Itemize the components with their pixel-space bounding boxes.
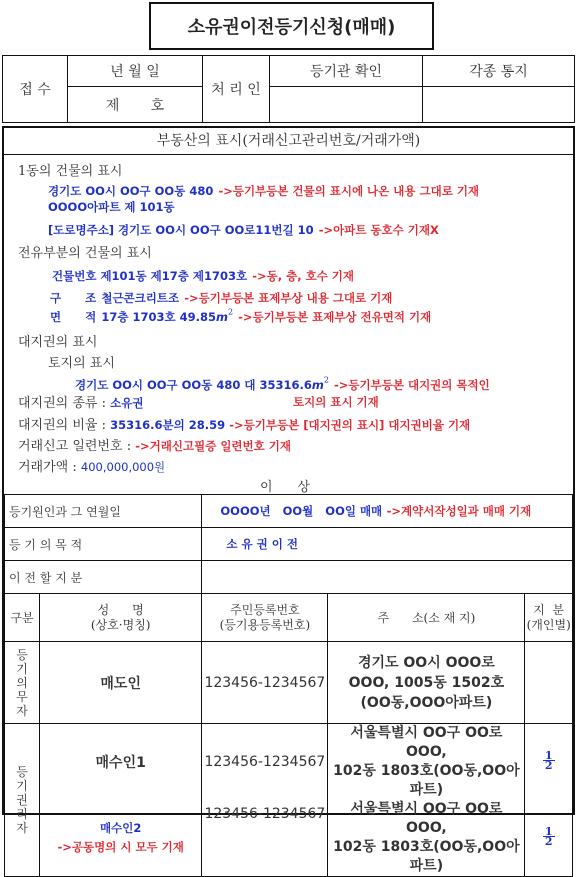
obligee-1-address-1: 서울특별시 OO구 OO로 OOO, xyxy=(350,725,503,760)
share-header-sub: (개인별) xyxy=(526,617,571,632)
area-value: 17층 1703호 49.85 xyxy=(101,310,216,324)
obligor-share[interactable] xyxy=(525,642,573,724)
end-mark: 이 상 xyxy=(260,480,310,495)
name-header xyxy=(40,594,202,642)
area-label: 면 적 xyxy=(50,310,97,324)
unit-title: 전유부분의 건물의 표시 xyxy=(18,246,152,261)
share-numerator: 1 xyxy=(544,825,553,838)
form-title: 소유권이전등기신청(매매) xyxy=(149,2,434,50)
building-address: 경기도 OO시 OO구 OO동 480 xyxy=(48,184,214,198)
land-ratio-line xyxy=(18,414,470,433)
road-address-note: ->아파트 동호수 기재X xyxy=(318,223,439,237)
land-ratio-note: ->등기부등본 [대지권의 표시] 대지권비율 기재 xyxy=(229,418,471,432)
land-note: ->등기부등본 대지권의 목적인 xyxy=(334,378,490,392)
area-note: ->등기부등본 표제부상 전유면적 기재 xyxy=(238,310,432,324)
share-denominator: 2 xyxy=(544,759,553,772)
share-numerator: 1 xyxy=(544,749,553,762)
registration-table xyxy=(4,494,573,877)
obligee-2-address xyxy=(328,800,525,877)
obligee-label-char: 기 xyxy=(16,779,28,793)
land-value: 경기도 OO시 OO구 OO동 480 대 35316.6 xyxy=(75,378,312,392)
area-unit: m xyxy=(215,310,228,324)
notices-cell[interactable] xyxy=(423,87,575,123)
land-ratio-value: 35316.6분의 28.59 xyxy=(110,418,226,432)
structure-label: 구 조 xyxy=(50,291,97,305)
land-right-title: 대지권의 표시 xyxy=(18,335,98,350)
obligee-1-share xyxy=(525,724,573,801)
reception-label: 접 수 xyxy=(3,56,68,123)
obligor-label-char: 자 xyxy=(16,703,28,718)
obligee-2-address-1: 서울특별시 OO구 OO로 OOO, xyxy=(350,801,503,836)
obligor-name: 매도인 xyxy=(40,642,202,724)
building-apartment: OOOO아파트 제 101동 xyxy=(48,200,175,214)
obligor-address-3: (OO동,OOO아파트) xyxy=(360,694,493,711)
reception-table xyxy=(2,55,575,123)
name-header-sub: (상호·명칭) xyxy=(90,617,151,632)
obligee-1-id: 123456-1234567 xyxy=(202,724,328,801)
name-header-label: 성 명 xyxy=(97,602,144,617)
area-unit-sup: 2 xyxy=(227,307,234,317)
obligee-label-char: 리 xyxy=(16,807,28,821)
share-denominator: 2 xyxy=(544,835,553,848)
purpose-value: 소 유 권 이 전 xyxy=(226,537,298,551)
structure-line xyxy=(50,287,392,306)
land-value-line xyxy=(75,374,490,393)
share-header xyxy=(525,594,573,642)
transfer-share-label: 이 전 할 지 분 xyxy=(5,561,202,594)
structure-value: 철근콘크리트조 xyxy=(101,291,180,305)
transfer-share-cell[interactable] xyxy=(202,561,573,594)
id-header xyxy=(202,594,328,642)
land-type-line xyxy=(18,392,143,411)
share-fraction xyxy=(543,827,555,846)
price-value: 400,000,000원 xyxy=(80,460,166,474)
purpose-cell[interactable] xyxy=(202,528,573,561)
obligor-label-char: 의 xyxy=(16,675,28,690)
obligee-label-char: 자 xyxy=(16,821,28,835)
obligor-address xyxy=(328,642,525,724)
id-header-label: 주민등록번호 xyxy=(230,602,300,617)
address-header: 주 소(소 재 지) xyxy=(328,594,525,642)
unit-number: 건물번호 제101동 제17층 제1703호 xyxy=(52,269,248,283)
land-type-value: 소유권 xyxy=(110,396,144,410)
obligee-label-char: 등 xyxy=(16,765,28,779)
obligor-label xyxy=(5,642,40,724)
obligee-2-name: 매수인2 xyxy=(100,821,142,835)
obligee-2-id: 123456-1234567 xyxy=(202,800,328,877)
purpose-label: 등 기 의 목 적 xyxy=(5,528,202,561)
id-header-sub: (등기용등록번호) xyxy=(219,617,311,632)
obligee-2-name-cell xyxy=(40,800,202,877)
trade-serial-label: 거래신고 일련번호 : xyxy=(18,439,132,454)
cause-value: OOOO년 OO월 OO일 매매 xyxy=(220,504,383,518)
obligee-2-name-note: ->공동명의 시 모두 기재 xyxy=(57,840,184,854)
price-label: 거래가액 : xyxy=(18,460,77,475)
obligee-1-address-2: 102동 1803호(OO동,OO아파트) xyxy=(333,763,520,798)
obligor-id: 123456-1234567 xyxy=(202,642,328,724)
registrar-check-label: 등기관 확인 xyxy=(270,56,423,87)
structure-note: ->등기부등본 표제부상 내용 그대로 기재 xyxy=(184,291,393,305)
unit-number-line xyxy=(52,265,354,284)
land-unit: m xyxy=(311,378,324,392)
share-fraction xyxy=(543,751,555,770)
unit-number-note: ->동, 층, 호수 기재 xyxy=(252,269,355,283)
property-header: 부동산의 표시(거래신고관리번호/거래가액) xyxy=(4,128,573,155)
cause-note: ->계약서작성일과 매매 기재 xyxy=(386,504,532,518)
obligor-label-char: 무 xyxy=(16,689,28,704)
obligor-address-1: 경기도 OO시 OOO로 xyxy=(357,654,495,671)
land-note-2: 토지의 표시 기재 xyxy=(293,395,379,409)
division-header: 구분 xyxy=(5,594,40,642)
notices-label: 각종 통지 xyxy=(423,56,575,87)
cause-label: 등기원인과 그 연월일 xyxy=(5,495,202,528)
obligee-label xyxy=(5,724,40,877)
share-header-label: 지 분 xyxy=(533,602,565,617)
number-label: 제 호 xyxy=(68,87,203,123)
obligor-label-char: 기 xyxy=(16,661,28,676)
date-label: 년 월 일 xyxy=(68,56,203,87)
handler-label: 처 리 인 xyxy=(203,56,270,123)
registrar-check-cell[interactable] xyxy=(270,87,423,123)
obligee-2-share xyxy=(525,800,573,877)
building-title: 1동의 건물의 표시 xyxy=(18,164,123,179)
road-address: [도로명주소] 경기도 OO시 OO구 OO로11번길 10 xyxy=(48,223,314,237)
road-address-line xyxy=(48,219,439,238)
trade-serial-line xyxy=(18,435,291,454)
obligor-address-2: OOO, 1005동 1502호 xyxy=(348,674,505,691)
obligor-label-char: 등 xyxy=(16,647,28,662)
obligee-label-char: 권 xyxy=(16,793,28,807)
obligee-1-name: 매수인1 xyxy=(40,724,202,801)
price-line xyxy=(18,456,165,475)
area-line xyxy=(50,306,431,325)
obligee-2-address-2: 102동 1803호(OO동,OO아파트) xyxy=(333,839,520,874)
building-address-note: ->등기부등본 건물의 표시에 나온 내용 그대로 기재 xyxy=(218,184,480,198)
obligee-1-address xyxy=(328,724,525,801)
land-title: 토지의 표시 xyxy=(48,356,115,371)
land-ratio-label: 대지권의 비율 : xyxy=(18,418,106,433)
land-type-label: 대지권의 종류 : xyxy=(18,396,106,411)
land-unit-sup: 2 xyxy=(323,375,329,385)
building-address-line xyxy=(48,180,479,199)
trade-serial-note: ->거래신고필증 일련번호 기재 xyxy=(135,439,291,453)
cause-cell[interactable] xyxy=(202,495,573,528)
